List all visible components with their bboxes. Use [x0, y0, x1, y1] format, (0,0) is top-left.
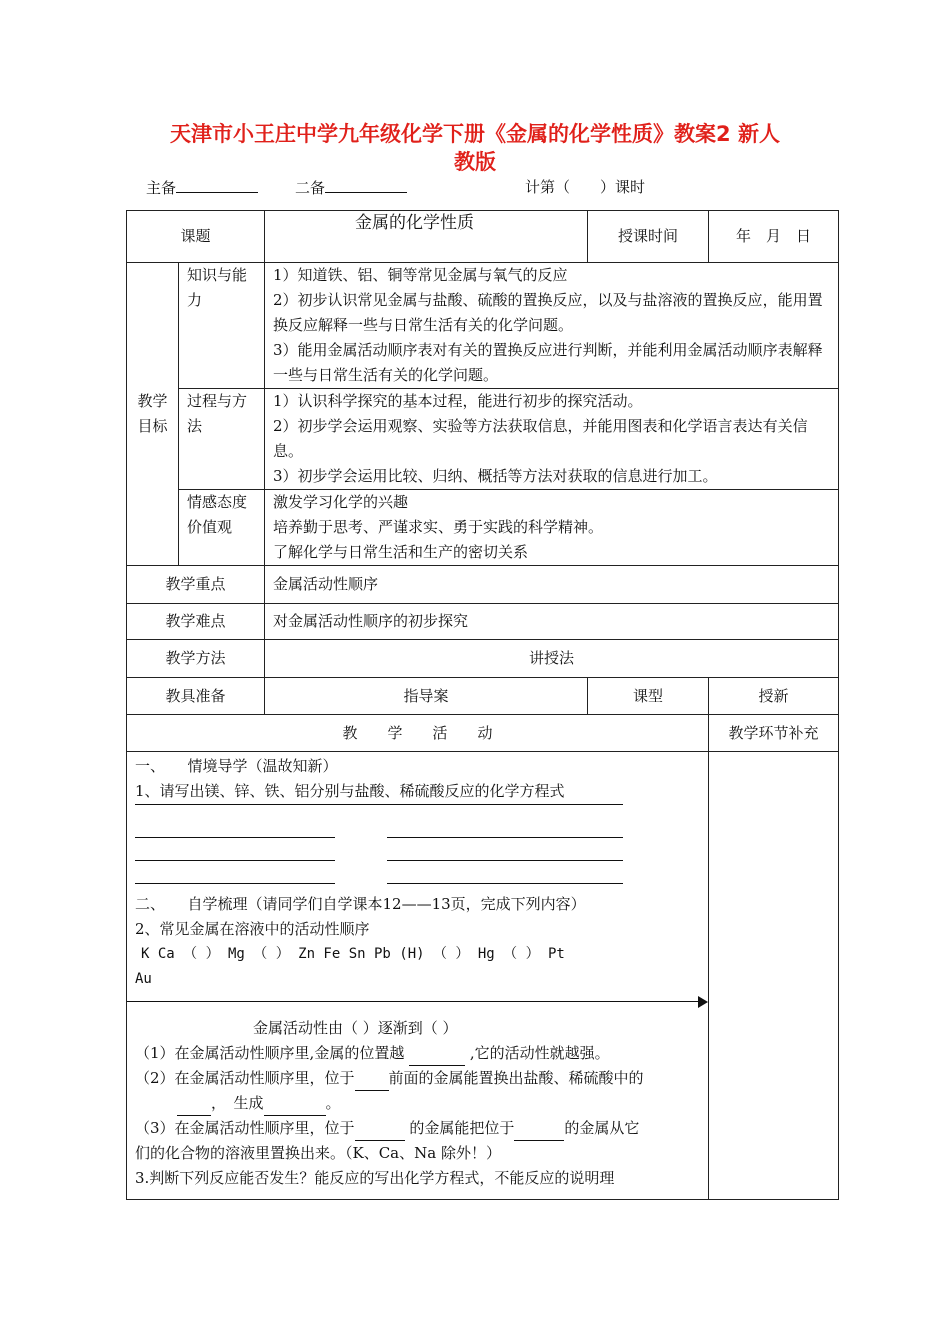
- goal-label-2: 目标: [137, 417, 168, 435]
- rule-1-a: （1）在金属活动性顺序里,金属的位置越: [135, 1044, 405, 1062]
- activity-series-line-2: Au: [135, 971, 152, 987]
- goal-emotion-label: 情感态度价值观: [179, 490, 265, 566]
- meta-jidi: [525, 178, 645, 196]
- rule-2-blank-2[interactable]: [177, 1099, 211, 1116]
- tools-row: [127, 678, 839, 715]
- rule-3-blank-2[interactable]: [514, 1124, 564, 1141]
- rule-2-c: ， 生成: [211, 1094, 264, 1112]
- section-2-title: 二、 自学梳理（请同学们自学课本12——13页，完成下列内容）: [135, 895, 586, 913]
- answer-blank[interactable]: [135, 860, 335, 861]
- goal-process-content: [265, 389, 839, 490]
- activity-header: 教 学 活 动: [127, 715, 709, 752]
- title-line-2: 教版: [454, 150, 496, 174]
- topic-label: 课题: [127, 211, 265, 263]
- zhubei-blank[interactable]: [176, 178, 258, 193]
- goal-label: [127, 263, 179, 566]
- answer-blank[interactable]: [135, 883, 335, 884]
- rule-2-cont: [135, 1091, 700, 1116]
- answer-blank-row-2: [135, 842, 700, 865]
- goal-label-1: 教学: [137, 392, 168, 410]
- goal-row-knowledge: [127, 263, 839, 389]
- tools-value: 指导案: [265, 678, 588, 715]
- goal-emotion-content: [265, 490, 839, 566]
- answer-blank[interactable]: [387, 837, 623, 838]
- erbei-label: 二备: [295, 179, 326, 197]
- zhubei-label: 主备: [146, 179, 177, 197]
- rule-3-blank-1[interactable]: [355, 1124, 405, 1141]
- difficulty-row: [127, 604, 839, 640]
- rule-3-a: （3）在金属活动性顺序里，位于: [135, 1119, 355, 1137]
- tools-label: 教具准备: [127, 678, 265, 715]
- time-value: 年 月 日: [709, 211, 839, 263]
- difficulty-value: 对金属活动性顺序的初步探究: [265, 604, 839, 640]
- goal-knowledge-line-2: 2）初步认识常见金属与盐酸、硫酸的置换反应，以及与盐溶液的置换反应，能用置换反应解释一些与日常生活有关的化学问题。: [273, 291, 823, 334]
- method-value: 讲授法: [265, 640, 839, 678]
- question-2: 2、常见金属在溶液中的活动性顺序: [135, 920, 370, 938]
- meta-erbei: [295, 178, 407, 197]
- arrow-shaft: [127, 1001, 702, 1002]
- topic-value: 金属的化学性质: [265, 211, 588, 263]
- method-row: [127, 640, 839, 678]
- trend-text: 金属活动性由（ ）逐渐到（ ）: [253, 1019, 458, 1037]
- activity-arrow: [127, 992, 708, 1012]
- supplement-header: 教学环节补充: [709, 715, 839, 752]
- method-label: 教学方法: [127, 640, 265, 678]
- rule-2: [135, 1066, 700, 1091]
- rule-3-c: 的金属从它: [564, 1119, 640, 1137]
- answer-blank[interactable]: [387, 860, 623, 861]
- focus-label: 教学重点: [127, 566, 265, 604]
- goal-knowledge-content: [265, 263, 839, 389]
- time-label: 授课时间: [588, 211, 709, 263]
- difficulty-label: 教学难点: [127, 604, 265, 640]
- activity-header-row: [127, 715, 839, 752]
- focus-row: [127, 566, 839, 604]
- rule-1: [135, 1041, 700, 1066]
- type-value: 授新: [709, 678, 839, 715]
- rule-2-d: 。: [325, 1094, 341, 1112]
- goal-knowledge-label: 知识与能力: [179, 263, 265, 389]
- arrow-head-icon: [698, 996, 708, 1008]
- goal-row-process: [127, 389, 839, 490]
- goal-process-label: 过程与方法: [179, 389, 265, 490]
- goal-process-line-2: 2）初步学会运用观察、实验等方法获取信息，并能用图表和化学语言表达有关信息。: [273, 417, 808, 460]
- goal-emotion-line-1: 激发学习化学的兴趣: [273, 493, 409, 511]
- rule-2-a: （2）在金属活动性顺序里，位于: [135, 1069, 355, 1087]
- goal-emotion-line-2: 培养勤于思考、严谨求实、勇于实践的科学精神。: [273, 518, 604, 536]
- supplement-column[interactable]: [709, 752, 839, 1200]
- rule-3-b: 的金属能把位于: [409, 1119, 515, 1137]
- rule-2-b: 前面的金属能置换出盐酸、稀硫酸中的: [388, 1069, 644, 1087]
- answer-blank-row-1: [135, 819, 700, 842]
- meta-zhubei: [146, 178, 258, 197]
- answer-blank-row-3: [135, 865, 700, 888]
- jidi-label: 计第（ ）课时: [525, 178, 646, 196]
- goal-knowledge-line-3: 3）能用金属活动顺序表对有关的置换反应进行判断，并能利用金属活动顺序表解释一些与日常生活有关的化学问题。: [273, 341, 823, 384]
- activity-row: [127, 752, 839, 1200]
- focus-value: 金属活动性顺序: [265, 566, 839, 604]
- rule-2-blank-1[interactable]: [355, 1074, 389, 1091]
- goal-process-line-1: 1）认识科学探究的基本过程，能进行初步的探究活动。: [273, 392, 643, 410]
- rule-3: [135, 1116, 700, 1141]
- document-title: [110, 120, 840, 176]
- answer-blank[interactable]: [387, 883, 623, 884]
- type-label: 课型: [588, 678, 709, 715]
- section-1-title: 一、 情境导学（温故知新）: [135, 757, 338, 775]
- topic-row: [127, 211, 839, 263]
- rule-2-blank-3[interactable]: [264, 1099, 326, 1116]
- lesson-plan-table: [126, 210, 839, 1200]
- goal-emotion-line-3: 了解化学与日常生活和生产的密切关系: [273, 543, 529, 561]
- question-3: 3.判断下列反应能否发生？能反应的写出化学方程式，不能反应的说明理: [135, 1169, 615, 1187]
- answer-blank[interactable]: [135, 837, 335, 838]
- title-line-1: 天津市小王庄中学九年级化学下册《金属的化学性质》教案2 新人: [170, 122, 780, 146]
- rule-1-blank[interactable]: [409, 1049, 465, 1066]
- activity-content: [127, 752, 709, 1200]
- rule-3-cont: 们的化合物的溶液里置换出来。（K、Ca、Na 除外！）: [135, 1144, 501, 1162]
- activity-series-line-1: K Ca （ ） Mg （ ） Zn Fe Sn Pb (H) （ ） Hg （ ） Pt: [141, 946, 565, 962]
- goal-process-line-3: 3）初步学会运用比较、归纳、概括等方法对获取的信息进行加工。: [273, 467, 718, 485]
- erbei-blank[interactable]: [325, 178, 407, 193]
- question-1: 1、请写出镁、锌、铁、铝分别与盐酸、稀硫酸反应的化学方程式: [135, 779, 623, 805]
- goal-row-emotion: [127, 490, 839, 566]
- goal-knowledge-line-1: 1）知道铁、铝、铜等常见金属与氧气的反应: [273, 266, 568, 284]
- rule-1-b: ,它的活动性就越强。: [469, 1044, 610, 1062]
